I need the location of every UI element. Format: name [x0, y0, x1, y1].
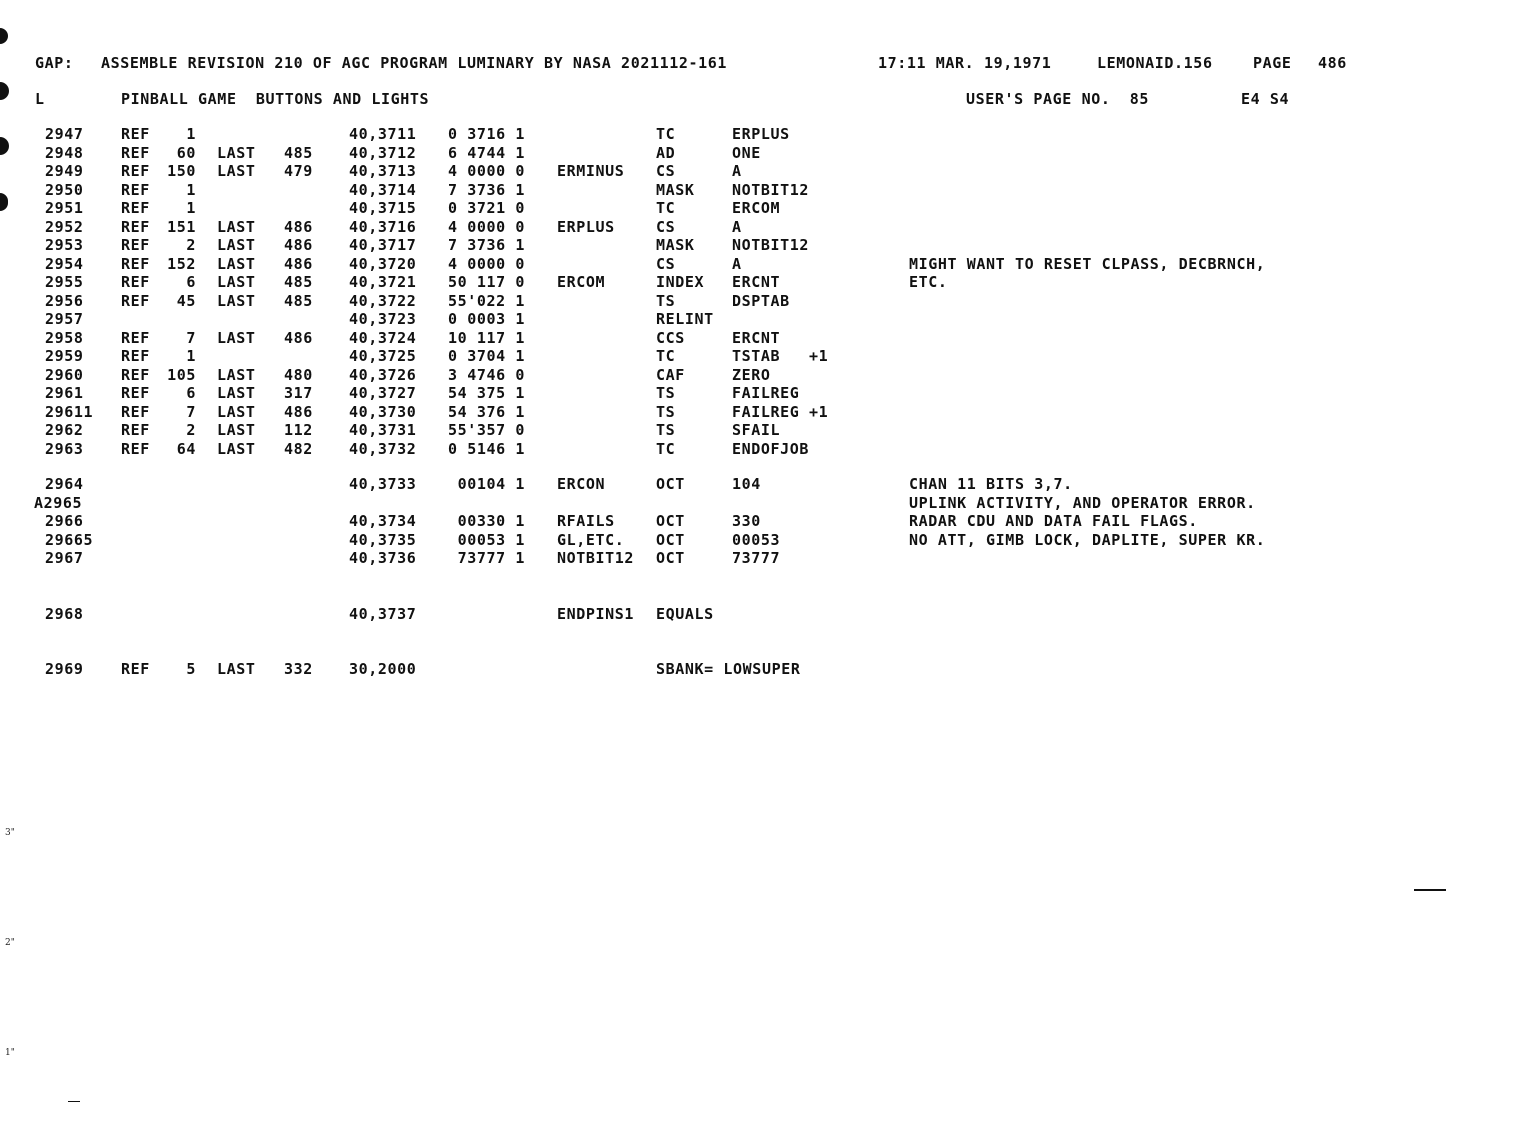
cell-last: LAST: [217, 162, 256, 180]
cell-line: 2950: [45, 181, 84, 199]
cell-last: LAST: [217, 403, 256, 421]
cell-label: ERCOM: [557, 273, 606, 291]
cell-operand: ONE: [732, 144, 761, 162]
cell-op: OCT: [656, 475, 685, 493]
cell-line: 29611: [45, 403, 94, 421]
cell-operand: TSTAB +1: [732, 347, 829, 365]
cell-lastno: 479: [284, 162, 313, 180]
cell-lastno: 486: [284, 255, 313, 273]
cell-addr: 40,3733: [349, 475, 417, 493]
cell-refno: 1: [186, 125, 196, 143]
cell-op: TS: [656, 384, 676, 402]
cell-operand: A: [732, 218, 742, 236]
cell-code: 4 0000 0: [448, 162, 526, 180]
header-gap: GAP:: [35, 54, 74, 72]
header-lemonaid: LEMONAID.156: [1097, 54, 1213, 72]
cell-addr: 40,3724: [349, 329, 417, 347]
cell-last: LAST: [217, 660, 256, 678]
cell-code: 00330 1: [448, 512, 526, 530]
cell-code: 50 117 0: [448, 273, 526, 291]
cell-op: INDEX: [656, 273, 705, 291]
cell-line: 2964: [45, 475, 84, 493]
cell-last: LAST: [217, 366, 256, 384]
cell-addr: 40,3736: [349, 549, 417, 567]
cell-operand: NOTBIT12: [732, 181, 810, 199]
cell-operand: SFAIL: [732, 421, 781, 439]
cell-operand: ERCNT: [732, 329, 781, 347]
cell-lastno: 317: [284, 384, 313, 402]
cell-addr: 40,3726: [349, 366, 417, 384]
cell-addr: 40,3717: [349, 236, 417, 254]
cell-comment: RADAR CDU AND DATA FAIL FLAGS.: [909, 512, 1198, 530]
cell-last: LAST: [217, 384, 256, 402]
cell-line: 2960: [45, 366, 84, 384]
cell-ref: REF: [121, 440, 150, 458]
cell-line: 2957: [45, 310, 84, 328]
cell-refno: 1: [186, 181, 196, 199]
cell-code: 10 117 1: [448, 329, 526, 347]
cell-lastno: 486: [284, 403, 313, 421]
cell-operand: FAILREG +1: [732, 403, 829, 421]
cell-lastno: 486: [284, 236, 313, 254]
cell-operand: 00053: [732, 531, 781, 549]
cell-code: 0 3704 1: [448, 347, 526, 365]
header-time: 17:11 MAR. 19,1971: [878, 54, 1052, 72]
cell-refno: 60: [176, 144, 196, 162]
cell-refno: 2: [186, 421, 196, 439]
cell-line: 2968: [45, 605, 84, 623]
cell-code: 55'357 0: [448, 421, 526, 439]
cell-refno: 6: [186, 384, 196, 402]
cell-code: 7 3736 1: [448, 181, 526, 199]
cell-operand: DSPTAB: [732, 292, 790, 310]
cell-refno: 1: [186, 199, 196, 217]
cell-addr: 40,3722: [349, 292, 417, 310]
cell-line: 2963: [45, 440, 84, 458]
cell-op: MASK: [656, 181, 695, 199]
cell-lastno: 332: [284, 660, 313, 678]
cell-refno: 105: [167, 366, 196, 384]
cell-last: LAST: [217, 218, 256, 236]
cell-line: 2956: [45, 292, 84, 310]
cell-refno: 150: [167, 162, 196, 180]
header-page-number: 486: [1318, 54, 1347, 72]
cell-op: TC: [656, 347, 676, 365]
cell-line: 2949: [45, 162, 84, 180]
cell-op: SBANK= LOWSUPER: [656, 660, 801, 678]
cell-label: ERPLUS: [557, 218, 615, 236]
cell-op: TC: [656, 199, 676, 217]
cell-ref: REF: [121, 181, 150, 199]
cell-last: LAST: [217, 255, 256, 273]
binder-hole-mark: [0, 82, 9, 100]
cell-ref: REF: [121, 329, 150, 347]
cell-operand: 330: [732, 512, 761, 530]
cell-addr: 40,3735: [349, 531, 417, 549]
cell-op: CS: [656, 255, 676, 273]
cell-ref: REF: [121, 347, 150, 365]
cell-line: 2952: [45, 218, 84, 236]
cell-op: TC: [656, 125, 676, 143]
cell-op: CAF: [656, 366, 685, 384]
cell-op: AD: [656, 144, 676, 162]
cell-last: LAST: [217, 329, 256, 347]
cell-line: 2959: [45, 347, 84, 365]
cell-last: LAST: [217, 236, 256, 254]
cell-addr: 40,3731: [349, 421, 417, 439]
header-assemble-line: ASSEMBLE REVISION 210 OF AGC PROGRAM LUMINARY BY NASA 2021112-161: [101, 54, 727, 72]
cell-addr: 40,3712: [349, 144, 417, 162]
cell-code: 54 376 1: [448, 403, 526, 421]
cell-op: CS: [656, 218, 676, 236]
cell-line: 2962: [45, 421, 84, 439]
cell-operand: ENDOFJOB: [732, 440, 810, 458]
cell-refno: 151: [167, 218, 196, 236]
cell-code: 00053 1: [448, 531, 526, 549]
cell-operand: 73777: [732, 549, 781, 567]
cell-line: A2965: [34, 494, 83, 512]
cell-last: LAST: [217, 273, 256, 291]
margin-mark: 1": [5, 1048, 15, 1058]
cell-operand: A: [732, 255, 742, 273]
cell-label: RFAILS: [557, 512, 615, 530]
cell-ref: REF: [121, 403, 150, 421]
cell-ref: REF: [121, 144, 150, 162]
cell-ref: REF: [121, 162, 150, 180]
cell-addr: 30,2000: [349, 660, 417, 678]
cell-addr: 40,3715: [349, 199, 417, 217]
cell-addr: 40,3721: [349, 273, 417, 291]
cell-last: LAST: [217, 292, 256, 310]
cell-op: OCT: [656, 512, 685, 530]
cell-code: 54 375 1: [448, 384, 526, 402]
cell-lastno: 480: [284, 366, 313, 384]
margin-mark: 3": [5, 828, 15, 838]
cell-ref: REF: [121, 218, 150, 236]
cell-line: 2953: [45, 236, 84, 254]
cell-ref: REF: [121, 125, 150, 143]
cell-op: OCT: [656, 531, 685, 549]
cell-addr: 40,3725: [349, 347, 417, 365]
cell-operand: ZERO: [732, 366, 771, 384]
cell-code: 0 3716 1: [448, 125, 526, 143]
cell-label: NOTBIT12: [557, 549, 635, 567]
cell-op: CCS: [656, 329, 685, 347]
scan-dash: [68, 1101, 80, 1102]
cell-code: 55'022 1: [448, 292, 526, 310]
cell-comment: ETC.: [909, 273, 948, 291]
cell-code: 0 0003 1: [448, 310, 526, 328]
cell-refno: 7: [186, 329, 196, 347]
cell-label: GL,ETC.: [557, 531, 625, 549]
subheader-e4s4: E4 S4: [1241, 90, 1290, 108]
cell-ref: REF: [121, 366, 150, 384]
cell-op: MASK: [656, 236, 695, 254]
cell-refno: 6: [186, 273, 196, 291]
cell-code: 3 4746 0: [448, 366, 526, 384]
cell-line: 2969: [45, 660, 84, 678]
cell-line: 2955: [45, 273, 84, 291]
cell-op: TS: [656, 292, 676, 310]
cell-code: 00104 1: [448, 475, 526, 493]
cell-ref: REF: [121, 255, 150, 273]
subheader-l: L: [35, 90, 45, 108]
cell-refno: 7: [186, 403, 196, 421]
cell-addr: 40,3734: [349, 512, 417, 530]
header-page-label: PAGE: [1253, 54, 1292, 72]
cell-addr: 40,3713: [349, 162, 417, 180]
cell-ref: REF: [121, 384, 150, 402]
cell-op: CS: [656, 162, 676, 180]
cell-refno: 2: [186, 236, 196, 254]
cell-last: LAST: [217, 440, 256, 458]
cell-addr: 40,3737: [349, 605, 417, 623]
cell-operand: FAILREG: [732, 384, 800, 402]
cell-lastno: 485: [284, 273, 313, 291]
cell-addr: 40,3720: [349, 255, 417, 273]
cell-addr: 40,3711: [349, 125, 417, 143]
cell-refno: 5: [186, 660, 196, 678]
cell-addr: 40,3723: [349, 310, 417, 328]
margin-mark: 2": [5, 938, 15, 948]
cell-code: 0 5146 1: [448, 440, 526, 458]
cell-refno: 45: [176, 292, 196, 310]
cell-ref: REF: [121, 199, 150, 217]
cell-ref: REF: [121, 660, 150, 678]
subheader-user-page: USER'S PAGE NO. 85: [966, 90, 1149, 108]
cell-line: 29665: [45, 531, 94, 549]
cell-addr: 40,3730: [349, 403, 417, 421]
cell-lastno: 485: [284, 292, 313, 310]
cell-line: 2966: [45, 512, 84, 530]
cell-addr: 40,3732: [349, 440, 417, 458]
cell-lastno: 486: [284, 329, 313, 347]
cell-op: OCT: [656, 549, 685, 567]
cell-ref: REF: [121, 292, 150, 310]
cell-lastno: 112: [284, 421, 313, 439]
cell-code: 4 0000 0: [448, 218, 526, 236]
cell-op: RELINT: [656, 310, 714, 328]
cell-ref: REF: [121, 236, 150, 254]
cell-operand: A: [732, 162, 742, 180]
cell-addr: 40,3716: [349, 218, 417, 236]
cell-comment: UPLINK ACTIVITY, AND OPERATOR ERROR.: [909, 494, 1256, 512]
cell-op: TC: [656, 440, 676, 458]
cell-line: 2948: [45, 144, 84, 162]
cell-line: 2954: [45, 255, 84, 273]
cell-lastno: 485: [284, 144, 313, 162]
cell-code: 7 3736 1: [448, 236, 526, 254]
cell-comment: NO ATT, GIMB LOCK, DAPLITE, SUPER KR.: [909, 531, 1266, 549]
cell-comment: MIGHT WANT TO RESET CLPASS, DECBRNCH,: [909, 255, 1266, 273]
cell-operand: ERCNT: [732, 273, 781, 291]
scan-dash: [1414, 889, 1446, 891]
cell-refno: 152: [167, 255, 196, 273]
cell-last: LAST: [217, 144, 256, 162]
binder-hole-mark: [0, 137, 9, 155]
cell-last: LAST: [217, 421, 256, 439]
cell-code: 6 4744 1: [448, 144, 526, 162]
cell-operand: 104: [732, 475, 761, 493]
cell-line: 2958: [45, 329, 84, 347]
cell-lastno: 486: [284, 218, 313, 236]
subheader-title: PINBALL GAME BUTTONS AND LIGHTS: [121, 90, 430, 108]
cell-ref: REF: [121, 273, 150, 291]
cell-label: ERMINUS: [557, 162, 625, 180]
cell-code: 73777 1: [448, 549, 526, 567]
cell-lastno: 482: [284, 440, 313, 458]
cell-line: 2951: [45, 199, 84, 217]
cell-operand: ERPLUS: [732, 125, 790, 143]
cell-op: TS: [656, 403, 676, 421]
cell-line: 2947: [45, 125, 84, 143]
cell-label: ERCON: [557, 475, 606, 493]
cell-addr: 40,3714: [349, 181, 417, 199]
cell-op: TS: [656, 421, 676, 439]
cell-refno: 1: [186, 347, 196, 365]
cell-line: 2967: [45, 549, 84, 567]
cell-comment: CHAN 11 BITS 3,7.: [909, 475, 1073, 493]
binder-hole-mark: [0, 193, 8, 211]
cell-code: 0 3721 0: [448, 199, 526, 217]
cell-operand: ERCOM: [732, 199, 781, 217]
cell-refno: 64: [176, 440, 196, 458]
cell-operand: NOTBIT12: [732, 236, 810, 254]
cell-code: 4 0000 0: [448, 255, 526, 273]
cell-label: ENDPINS1: [557, 605, 635, 623]
cell-addr: 40,3727: [349, 384, 417, 402]
cell-op: EQUALS: [656, 605, 714, 623]
binder-hole-mark: [0, 28, 8, 44]
cell-line: 2961: [45, 384, 84, 402]
cell-ref: REF: [121, 421, 150, 439]
